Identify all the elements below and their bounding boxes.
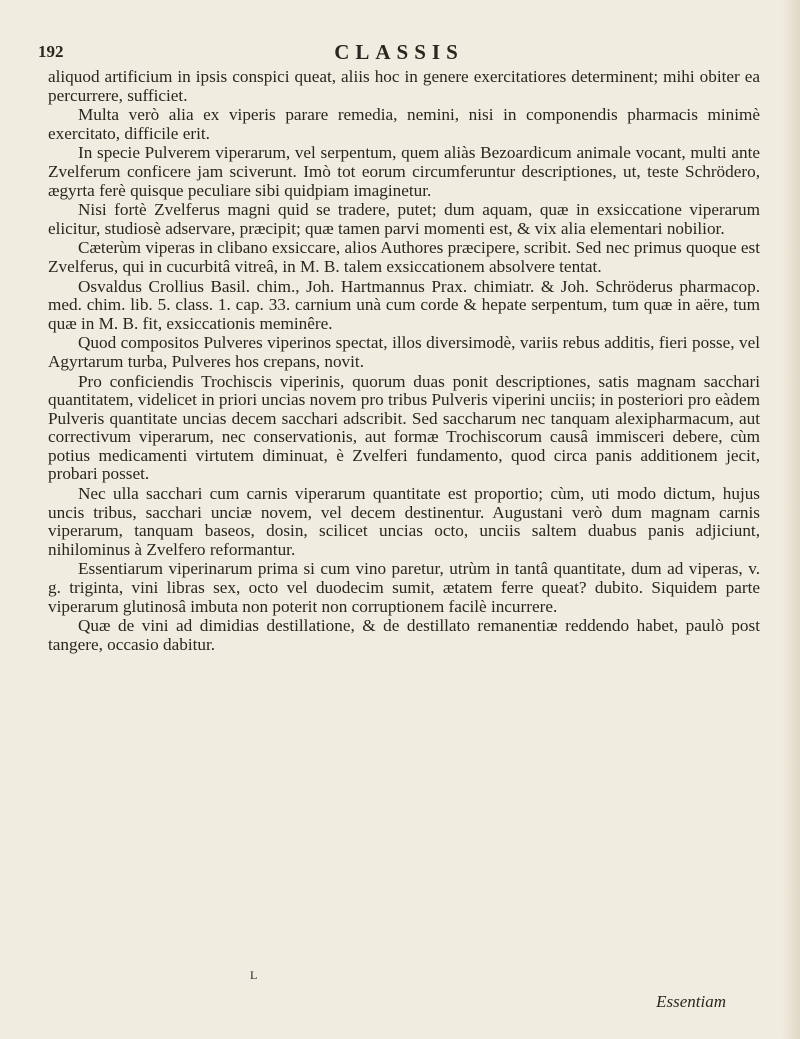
paragraph: Quæ de vini ad dimidias destillatione, & de destillato remanentiæ reddendo habet, paulò post tangere, occasio dabitur. — [48, 616, 760, 654]
paragraph: Pro conficiendis Trochiscis viperinis, quorum duas ponit descriptiones, satis magnam sacchari quantitatem, videlicet in priori uncias novem pro tribus Pulveris viperini unciis; in posteriori pro eàdem Pulveris quantitate uncias decem sacchari adscribit. Sed saccharum nec tanquam alexipharmacum, aut correctivum viperarum, nec conservationis, aut formæ Trochiscorum causâ immisceri debere, cùm potius medicamenti virtutem diminuat, è Zvelferi fundamento, quod circa panis additionem jecit, probari posset. — [48, 371, 760, 484]
catchword: Essentiam — [656, 992, 726, 1011]
paragraph: Nec ulla sacchari cum carnis viperarum quantitate est proportio; cùm, uti modo dictum, hujus uncis tribus, sacchari unciæ novem, vel decem destinentur. Augustani verò dum magnam carnis viperarum, tanquam baseos, dosin, scilicet uncias octo, unciis saltem duabus panis adjiciunt, nihilominus à Zvelfero reformantur. — [48, 484, 760, 559]
page-edge-shadow — [782, 0, 800, 1039]
page-number: 192 — [38, 42, 64, 61]
paragraph: aliquod artificium in ipsis conspici queat, aliis hoc in genere exercitatiores determinent; mihi obiter ea percurrere, sufficiet. — [48, 67, 760, 105]
signature-mark: L — [250, 968, 258, 982]
paragraph: In specie Pulverem viperarum, vel serpentum, quem aliàs Bezoardicum animale vocant, multi ante Zvelferum conficere jam sciverunt. Imò tot eorum circumferuntur descriptiones, ut, teste Schrödero, ægyrta ferè quisque peculiare sibi quidpiam imaginetur. — [48, 143, 760, 200]
running-title: CLASSIS — [334, 40, 464, 64]
page-header — [38, 42, 760, 68]
page-body — [48, 68, 760, 655]
paragraph: Essentiarum viperinarum prima si cum vino paretur, utrùm in tantâ quantitate, dum ad viperas, v. g. triginta, vini libras sex, octo vel duodecim sumit, ætatem ferre queat? dubito. Siquidem parte viperarum glutinosâ imbuta non poterit non corruptionem facilè incurrere. — [48, 559, 760, 616]
paragraph: Osvaldus Crollius Basil. chim., Joh. Hartmannus Prax. chimiatr. & Joh. Schröderus pharmacop. med. chim. lib. 5. class. 1. cap. 33. carnium unà cum corde & hepate serpentum, tum quæ in aëre, tum quæ in M. B. fit, exsiccationis meminêre. — [48, 276, 760, 333]
paragraph: Multa verò alia ex viperis parare remedia, nemini, nisi in componendis pharmacis minimè exercitato, difficile erit. — [48, 105, 760, 143]
paragraph: Quod compositos Pulveres viperinos spectat, illos diversimodè, variis rebus additis, fieri posse, vel Agyrtarum turba, Pulveres hos crepans, novit. — [48, 333, 760, 371]
paragraph: Nisi fortè Zvelferus magni quid se tradere, putet; dum aquam, quæ in exsiccatione viperarum elicitur, studiosè adservare, præcipit; quæ tamen parvi momenti est, & vix alia elementari nobilior. — [48, 200, 760, 238]
paragraph: Cæterùm viperas in clibano exsiccare, alios Authores præcipere, scribit. Sed nec primus quoque est Zvelferus, qui in cucurbitâ vitreâ, in M. B. talem exsiccationem absolvere tentat. — [48, 238, 760, 276]
